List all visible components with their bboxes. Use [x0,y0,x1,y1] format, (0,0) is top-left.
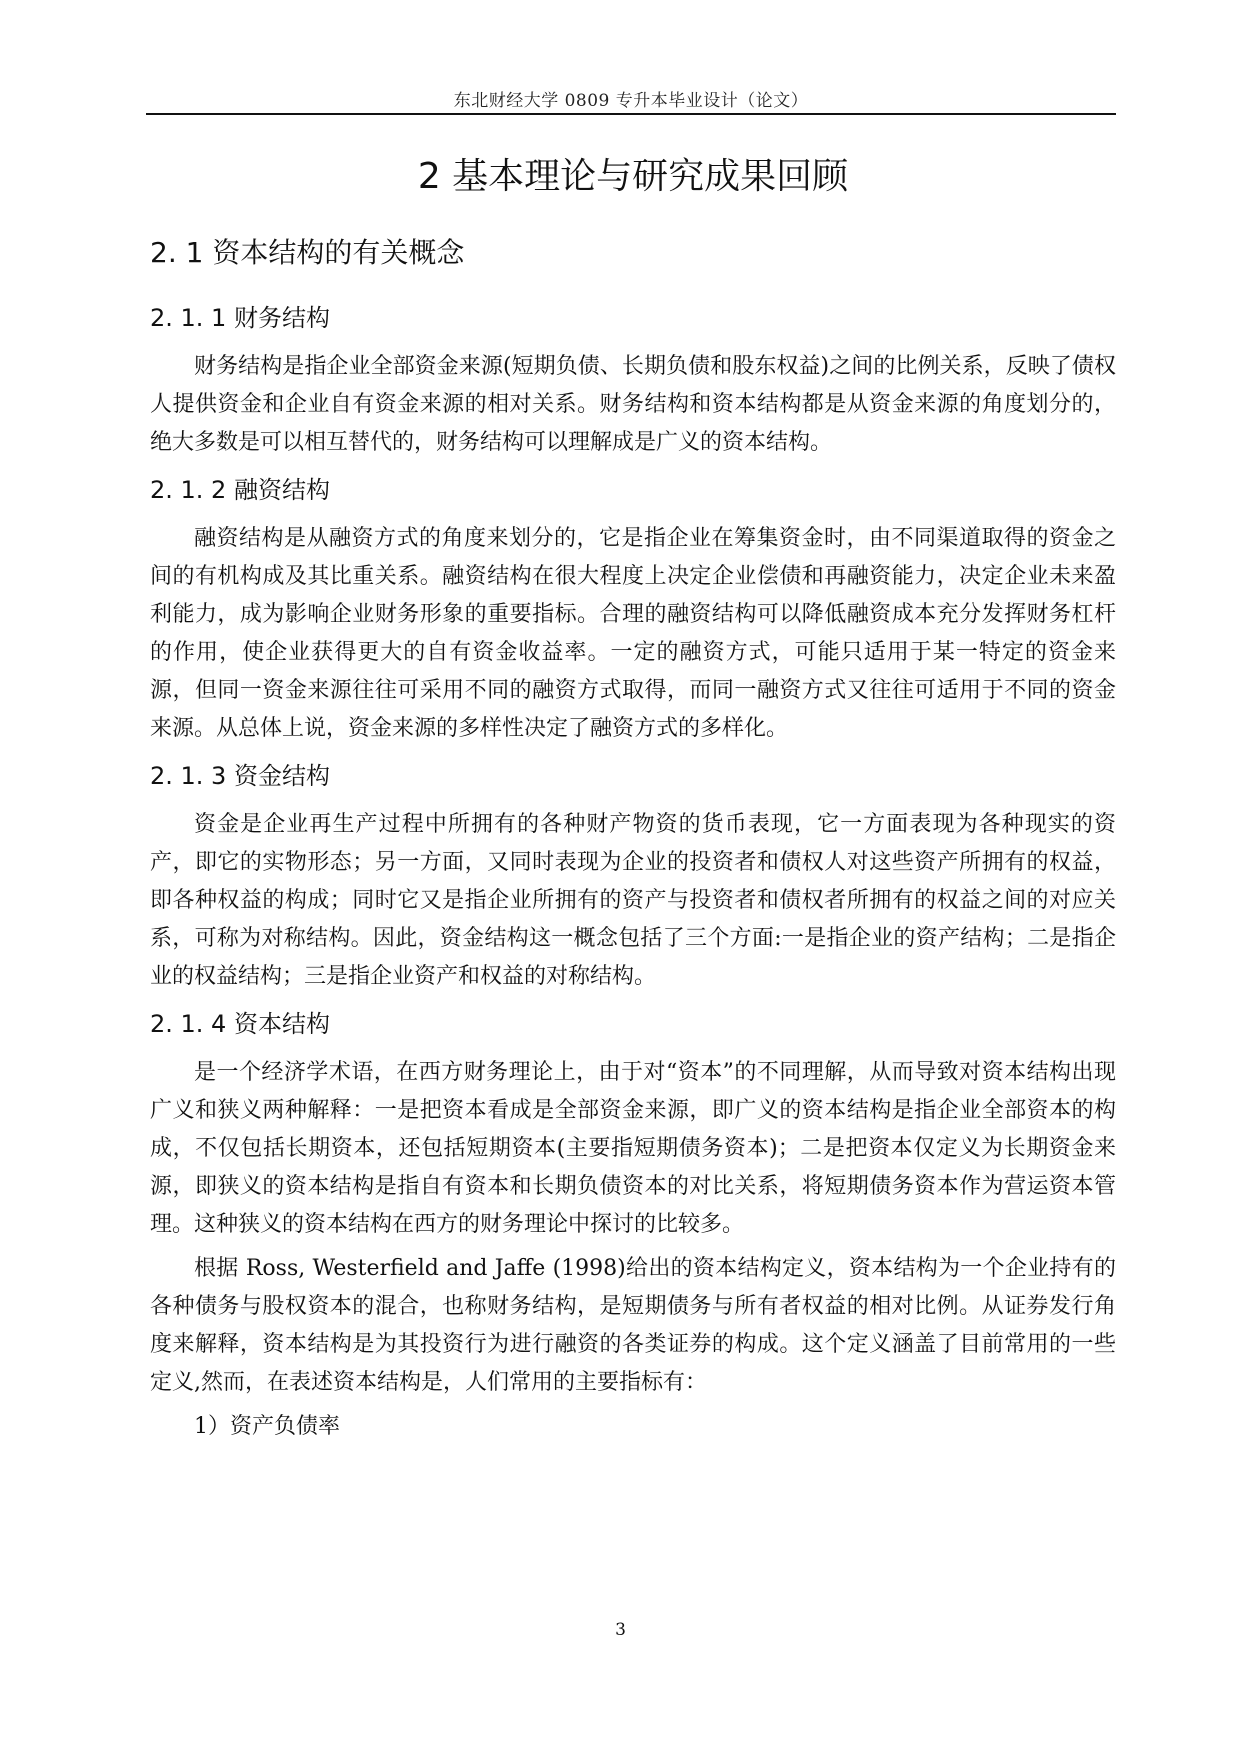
subsection-title-financial-structure: 2. 1. 1 财务结构 [150,304,330,332]
page-content [150,150,1116,1446]
paragraph: 财务结构是指企业全部资金来源(短期负债、长期负债和股东权益)之间的比例关系，反映了债权人提供资金和企业自有资金来源的相对关系。财务结构和资本结构都是从资金来源的角度划分的，绝大多数是可以相互替代的，财务结构可以理解成是广义的资本结构。 [150,354,1116,455]
subsection-title-fund-structure: 2. 1. 3 资金结构 [150,762,330,790]
paragraph: 根据 Ross, Westerfield and Jaffe (1998)给出的资本结构定义，资本结构为一个企业持有的各种债务与股权资本的混合，也称财务结构，是短期债务与所有者权益的相对比例。从证券发行角度来解释，资本结构是为其投资行为进行融资的各类证券的构成。这个定义涵盖了目前常用的一些定义,然而，在表述资本结构是，人们常用的主要指标有： [150,1256,1116,1395]
subsection-title-financing-structure: 2. 1. 2 融资结构 [150,476,330,504]
running-header: 东北财经大学 0809 专升本毕业设计（论文） [453,91,809,111]
header-rule [146,113,1116,115]
chapter-title: 2 基本理论与研究成果回顾 [417,156,849,197]
section-title: 2. 1 资本结构的有关概念 [150,236,465,269]
paragraph: 资金是企业再生产过程中所拥有的各种财产物资的货币表现，它一方面表现为各种现实的资产，即它的实物形态；另一方面，又同时表现为企业的投资者和债权人对这些资产所拥有的权益，即各种权益的构成；同时它又是指企业所拥有的资产与投资者和债权者所拥有的权益之间的对应关系，可称为对称结构。因此，资金结构这一概念包括了三个方面:一是指企业的资产结构；二是指企业的权益结构；三是指企业资产和权益的对称结构。 [150,812,1116,989]
subsection-title-capital-structure: 2. 1. 4 资本结构 [150,1010,330,1038]
list-item: 1）资产负债率 [194,1414,340,1439]
paragraph: 融资结构是从融资方式的角度来划分的，它是指企业在筹集资金时，由不同渠道取得的资金之间的有机构成及其比重关系。融资结构在很大程度上决定企业偿债和再融资能力，决定企业未来盈利能力，成为影响企业财务形象的重要指标。合理的融资结构可以降低融资成本充分发挥财务杠杆的作用，使企业获得更大的自有资金收益率。一定的融资方式，可能只适用于某一特定的资金来源，但同一资金来源往往可采用不同的融资方式取得，而同一融资方式又往往可适用于不同的资金来源。从总体上说，资金来源的多样性决定了融资方式的多样化。 [150,526,1116,741]
page-number: 3 [615,1620,626,1640]
paragraph: 是一个经济学术语，在西方财务理论上，由于对“资本”的不同理解，从而导致对资本结构出现广义和狭义两种解释：一是把资本看成是全部资金来源，即广义的资本结构是指企业全部资本的构成，不仅包括长期资本，还包括短期资本(主要指短期债务资本)；二是把资本仅定义为长期资金来源，即狭义的资本结构是指自有资本和长期负债资本的对比关系，将短期债务资本作为营运资本管理。这种狭义的资本结构在西方的财务理论中探讨的比较多。 [150,1060,1116,1237]
